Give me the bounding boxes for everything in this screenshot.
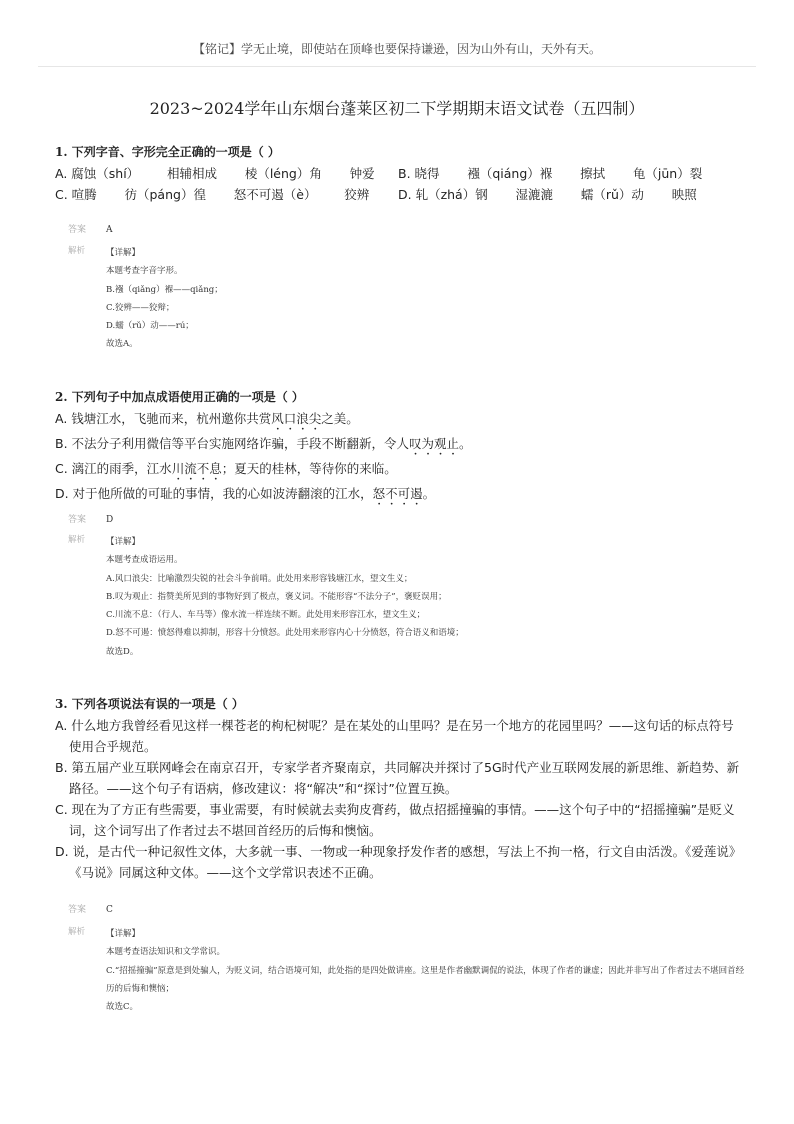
analysis-line: C.狡辨——狡辩； (106, 302, 175, 313)
option-b: B. 不法分子利用微信等平台实施网络诈骗，手段不断翻新，令人叹为观止。 (55, 436, 472, 451)
page-title: 2023~2024学年山东烟台蓬莱区初二下学期期末语文试卷（五四制） (149, 99, 645, 118)
question-1 (55, 143, 745, 205)
analysis-line: A.风口浪尖：比喻激烈尖锐的社会斗争前哨。此处用来形容钱塘江水，望文生义； (106, 573, 413, 584)
option-a: A. 钱塘江水，飞驰而来，杭州邀你共赏风口浪尖之美。 (55, 411, 359, 426)
answer-value: D (106, 515, 114, 525)
analysis-line: C.川流不息：（行人、车马等）像水流一样连续不断。此处用来形容江水，望文生义； (106, 610, 426, 621)
answer-label: 答案 (68, 905, 87, 915)
answer-label: 答案 (68, 515, 87, 525)
analysis-line: D.怒不可遏：愤怒得难以抑制，形容十分愤怒。此处用来形容内心十分愤怒，符合语义和语境； (106, 628, 464, 639)
analysis-label: 解析 (68, 927, 86, 937)
option-d: D. 对于他所做的可耻的事情，我的心如波涛翻滚的江水，怒不可遏。 (55, 486, 436, 501)
analysis-line: 故选D。 (106, 646, 139, 657)
analysis-line: 【详解】 (106, 929, 141, 939)
answer-row (68, 902, 113, 915)
option-d: D. 说，是古代一种记叙性文体，大多就一事、一物或一种现象抒发作者的感想，写法上不拘一格，行文自由活泼。《爱莲说》《马说》同属这种文体。——这个文学常识表述不正确。 (55, 844, 742, 880)
analysis-line: D.蠕（rǔ）动——rú； (106, 321, 194, 332)
dotted-idiom: 叹为观止 (409, 436, 460, 451)
question-3 (55, 695, 745, 883)
analysis-line: B.襁（qiǎng）褓——qiǎng； (106, 284, 223, 295)
question-stem: 3. 下列各项说法有误的一项是（ ） (55, 697, 244, 711)
dotted-idiom: 风口浪尖 (271, 411, 322, 426)
question-stem: 1. 下列字音、字形完全正确的一项是（ ） (55, 145, 280, 159)
answer-value: C (106, 905, 113, 915)
question-stem: 2. 下列句子中加点成语使用正确的一项是（ ） (55, 390, 304, 404)
option-a: A. 腐蚀（shí） 相辅相成 棱（léng）角 钟爱 (55, 166, 375, 181)
analysis-line: C.“招摇撞骗”原意是到处骗人，为贬义词，结合语境可知，此处指的是四处做讲座。这里是作者幽默调侃的说法，体现了作者的谦虚；因此并非写出了作者过去不堪回首经历的后悔和懊恼； (106, 965, 745, 994)
analysis-line: 【详解】 (106, 537, 141, 547)
answer-label: 答案 (68, 225, 87, 235)
option-c: C. 现在为了方正有些需要，事业需要，有时候就去卖狗皮膏药，做点招摇撞骗的事情。——这个句子中的“招摇撞骗”是贬义词，这个词写出了作者过去不堪回首经历的后悔和懊恼。 (55, 802, 735, 838)
dotted-idiom: 川流不息 (171, 461, 222, 476)
dotted-idiom: 怒不可遏 (372, 486, 423, 501)
question-2 (55, 388, 745, 508)
analysis-line: 故选C。 (106, 1002, 139, 1013)
option-c: C. 喧腾 彷（páng）徨 怒不可遏（è） 狡辨 (55, 187, 370, 202)
analysis-line: 本题考查成语运用。 (106, 555, 183, 566)
motto-banner: 【铭记】学无止境，即使站在顶峰也要保持谦逊，因为山外有山，天外有天。 (192, 42, 601, 56)
analysis-line: 【详解】 (106, 248, 141, 258)
answer-row (68, 512, 113, 525)
option-c: C. 漓江的雨季，江水川流不息；夏天的桂林，等待你的来临。 (55, 461, 397, 476)
answer-row (68, 222, 113, 235)
option-d: D. 轧（zhá）钢 湿漉漉 蠕（rǔ）动 映照 (398, 187, 697, 202)
option-b: B. 第五届产业互联网峰会在南京召开，专家学者齐聚南京，共同解决并探讨了5G时代产业互联网发展的新思维、新趋势、新路径。——这个句子有语病，修改建议：将“解决”和“探讨”位置互换。 (55, 760, 740, 796)
option-b: B. 晓得 襁（qiáng）褓 擦拭 龟（jūn）裂 (398, 166, 703, 181)
analysis-line: 本题考查语法知识和文学常识。 (106, 947, 226, 958)
answer-value: A (106, 225, 113, 235)
analysis-line: 本题考查字音字形。 (106, 266, 183, 277)
option-a: A. 什么地方我曾经看见这样一棵苍老的枸杞树呢？是在某处的山里吗？是在另一个地方的花园里吗？——这句话的标点符号使用合乎规范。 (55, 718, 734, 754)
analysis-label: 解析 (68, 246, 86, 256)
header-divider (38, 66, 756, 67)
analysis-line: B.叹为观止：指赞美所见到的事物好到了极点，褒义词。不能形容“不法分子”，褒贬误用； (106, 591, 447, 602)
analysis-label: 解析 (68, 535, 86, 545)
analysis-line: 故选A。 (106, 339, 138, 350)
